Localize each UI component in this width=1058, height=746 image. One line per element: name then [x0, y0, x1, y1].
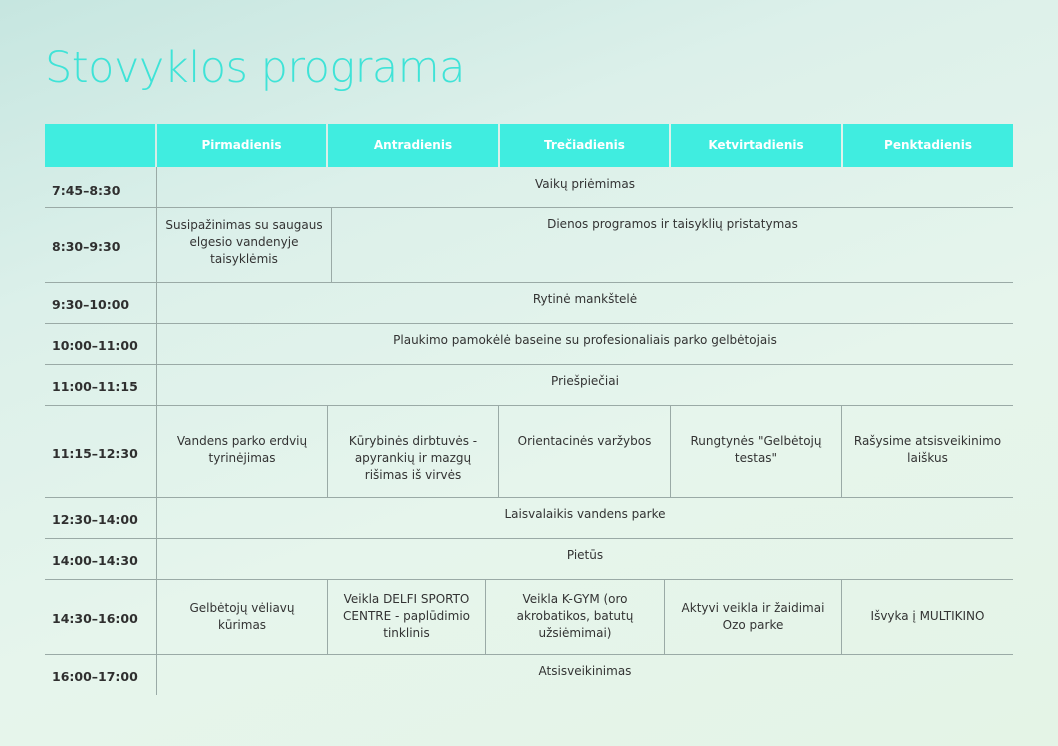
time-slot: 7:45–8:30	[52, 182, 121, 198]
activity-cell: Rytinė mankštelė	[532, 292, 638, 306]
activity-cell: Gelbėtojų vėliavų kūrimas	[189, 600, 295, 632]
activity-cell: Rungtynės "Gelbėtojų testas"	[690, 434, 822, 465]
activity-cell: Išvyka į MULTIKINO	[870, 609, 985, 623]
header-day-wednesday: Trečiadienis	[500, 124, 669, 167]
time-slot: 10:00–11:00	[52, 338, 138, 353]
schedule-table	[45, 124, 1013, 695]
activity-cell: Kūrybinės dirbtuvės - apyrankių ir mazgų rišimas iš virvės	[348, 434, 478, 482]
activity-cell: Veikla DELFI SPORTO CENTRE - paplūdimio tinklinis	[343, 592, 470, 640]
page-title: Stovyklos programa	[45, 43, 465, 93]
activity-cell: Orientacinės varžybos	[517, 434, 652, 448]
time-slot: 11:15–12:30	[52, 445, 138, 461]
header-day-friday: Penktadienis	[843, 124, 1013, 167]
header-day-monday: Pirmadienis	[157, 124, 326, 167]
time-slot: 14:00–14:30	[52, 553, 138, 568]
activity-cell: Dienos programos ir taisyklių pristatymas	[547, 217, 798, 231]
time-slot: 11:00–11:15	[52, 379, 138, 394]
activity-cell: Atsisveikinimas	[538, 664, 632, 678]
activity-cell: Pietūs	[566, 548, 604, 562]
activity-cell: Vandens parko erdvių tyrinėjimas	[176, 434, 308, 465]
time-slot: 12:30–14:00	[52, 512, 138, 527]
time-slot: 14:30–16:00	[52, 611, 138, 626]
activity-cell: Veikla K-GYM (oro akrobatikos, batutų užsiėmimai)	[516, 592, 634, 640]
activity-cell: Laisvalaikis vandens parke	[504, 507, 666, 521]
activity-cell: Aktyvi veikla ir žaidimai Ozo parke	[681, 600, 825, 632]
header-day-tuesday: Antradienis	[328, 124, 498, 167]
time-slot: 8:30–9:30	[52, 239, 121, 254]
activity-cell: Plaukimo pamokėlė baseine su profesionaliais parko gelbėtojais	[393, 333, 777, 347]
activity-cell: Priešpiečiai	[551, 374, 619, 388]
time-slot: 16:00–17:00	[52, 669, 138, 684]
activity-cell: Vaikų priėmimas	[535, 177, 635, 191]
activity-cell: Rašysime atsisveikinimo laiškus	[853, 434, 1002, 465]
time-slot: 9:30–10:00	[52, 297, 130, 312]
header-corner	[45, 124, 155, 167]
activity-cell: Susipažinimas su saugaus elgesio vandenyje taisyklėmis	[165, 218, 323, 266]
header-day-thursday: Ketvirtadienis	[671, 124, 841, 167]
